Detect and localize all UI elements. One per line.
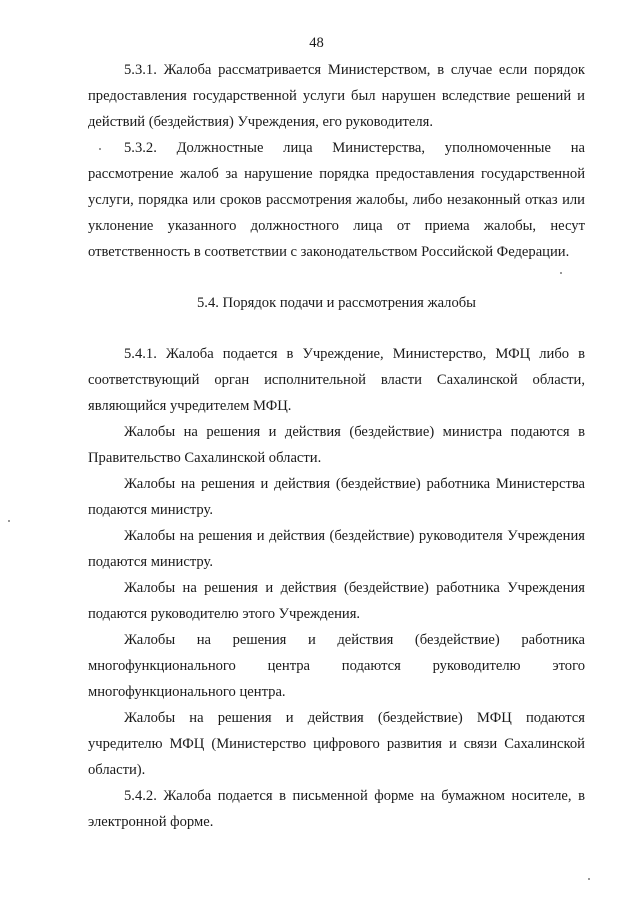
paragraph-5-3-2: 5.3.2. Должностные лица Министерства, уполномоченные на рассмотрение жалоб за нарушение порядка предоставления государственной услуги, порядка или сроков рассмотрения жалобы, либо незаконный отказ или уклонение указанного должностного лица от приема жалобы, несут ответственность в соответствии с законодательством Российской Федерации.	[88, 140, 585, 260]
scan-speck	[8, 520, 10, 522]
paragraph-complaint-mfc: Жалобы на решения и действия (бездействие) МФЦ подаются учредителю МФЦ (Министерство цифрового развития и связи Сахалинской области).	[88, 710, 585, 778]
paragraph-complaint-mfc-worker: Жалобы на решения и действия (бездействие) работника многофункционального центра подаются руководителю этого многофункционального центра.	[88, 632, 585, 700]
paragraph-5-4-1: 5.4.1. Жалоба подается в Учреждение, Министерство, МФЦ либо в соответствующий орган исполнительной власти Сахалинской области, являющийся учредителем МФЦ.	[88, 346, 585, 414]
paragraph-complaint-ministry-worker: Жалобы на решения и действия (бездействие) работника Министерства подаются министру.	[88, 476, 585, 518]
scan-speck	[588, 878, 590, 880]
page-number: 48	[309, 35, 324, 51]
scan-speck	[560, 272, 562, 274]
paragraph-complaint-institution-head: Жалобы на решения и действия (бездействие) руководителя Учреждения подаются министру.	[88, 528, 585, 570]
paragraph-complaint-minister: Жалобы на решения и действия (бездействие) министра подаются в Правительство Сахалинской области.	[88, 424, 585, 466]
section-heading-5-4: 5.4. Порядок подачи и рассмотрения жалобы	[197, 295, 476, 311]
document-body	[88, 57, 585, 835]
scan-speck	[99, 148, 101, 150]
paragraph-5-3-1: 5.3.1. Жалоба рассматривается Министерством, в случае если порядок предоставления государственной услуги был нарушен вследствие решений и действий (бездействия) Учреждения, его руководителя.	[88, 62, 585, 130]
paragraph-complaint-institution-worker: Жалобы на решения и действия (бездействие) работника Учреждения подаются руководителю этого Учреждения.	[88, 580, 585, 622]
paragraph-5-4-2: 5.4.2. Жалоба подается в письменной форме на бумажном носителе, в электронной форме.	[88, 788, 585, 830]
